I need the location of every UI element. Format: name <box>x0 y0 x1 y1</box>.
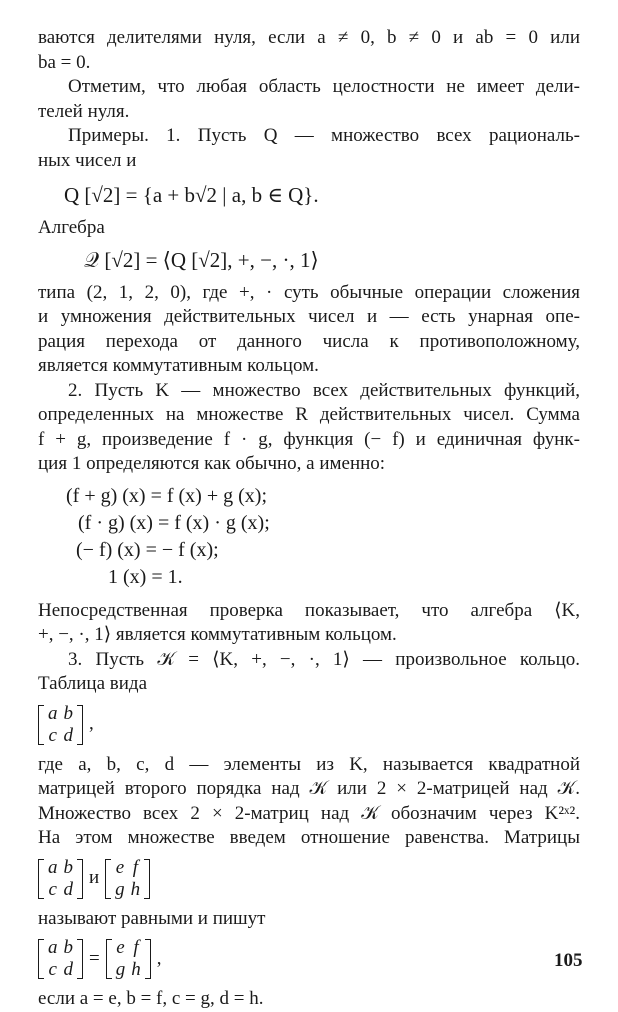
text-line: 3. Пусть 𝒦 = ⟨K, +, −, ·, 1⟩ — произвольное кольцо. <box>68 648 580 670</box>
matrix-abcd: a b c d <box>38 703 83 747</box>
text-line: матрицей второго порядка над 𝒦 или 2 × 2-матрицей над 𝒦. <box>38 778 580 799</box>
formula-unit: 1 (x) = 1. <box>108 565 183 588</box>
text-line: если a = e, b = f, c = g, d = h. <box>38 988 264 1009</box>
page-number: 105 <box>554 950 583 971</box>
matrix-display-1: a b c d , <box>38 703 580 747</box>
text-line: Отметим, что любая область целостности не имеет дели- <box>68 76 580 97</box>
matrix-abcd: a b c d <box>38 937 83 981</box>
matrix-display-3: a b c d = e f g h , <box>38 937 580 981</box>
text-line: +, −, ·, 1⟩ является коммутативным кольцом. <box>38 624 397 645</box>
text-line: и умножения действительных чисел и — есть унарная опе- <box>38 306 580 327</box>
text-line: На этом множестве введем отношение равенства. Матрицы <box>38 827 580 848</box>
formula-sum: (f + g) (x) = f (x) + g (x); <box>66 484 267 507</box>
formula-algebra: 𝒬 [√2] = ⟨Q [√2], +, −, ·, 1⟩ <box>84 248 319 272</box>
text-line: f + g, произведение f · g, функция (− f) и единичная функ- <box>38 428 580 450</box>
text-line: является коммутативным кольцом. <box>38 355 319 376</box>
text-line: Примеры. 1. Пусть Q — множество всех рациональ- <box>68 125 580 146</box>
text-line: Алгебра <box>38 216 105 238</box>
matrix-efgh: e f g h <box>106 937 151 981</box>
text-line: ваются делителями нуля, если a ≠ 0, b ≠ 0 и ab = 0 или <box>38 27 580 48</box>
page-body <box>38 26 580 1012</box>
matrix-display-2: a b c d и e f g h <box>38 857 580 901</box>
text-line: ция 1 определяются как обычно, а именно: <box>38 453 386 474</box>
text-line: типа (2, 1, 2, 0), где +, · суть обычные операции сложения <box>38 281 580 303</box>
text-line: Множество всех 2 × 2-матриц над 𝒦 обозначим через K²ˣ². <box>38 802 580 824</box>
matrix-abcd: a b c d <box>38 857 83 901</box>
text-line: определенных на множестве R действительных чисел. Сумма <box>38 404 580 425</box>
matrix-efgh: e f g h <box>105 857 150 901</box>
text-line: Таблица вида <box>38 673 147 694</box>
formula-negation: (− f) (x) = − f (x); <box>76 538 219 561</box>
formula-product: (f · g) (x) = f (x) · g (x); <box>78 511 270 534</box>
text-line: называют равными и пишут <box>38 907 266 929</box>
function-formulas <box>66 483 580 591</box>
text-line: Непосредственная проверка показывает, что алгебра ⟨K, <box>38 599 580 621</box>
text-line: 2. Пусть K — множество всех действительных функций, <box>68 379 580 401</box>
text-line: ных чисел и <box>38 149 137 171</box>
text-line: рация перехода от данного числа к противоположному, <box>38 330 580 352</box>
formula-q-sqrt2: Q [√2] = {a + b√2 | a, b ∈ Q}. <box>64 183 319 207</box>
text-line: ba = 0. <box>38 51 91 73</box>
text-line: где a, b, c, d — элементы из K, называется квадратной <box>38 753 580 775</box>
text-line: телей нуля. <box>38 100 130 122</box>
